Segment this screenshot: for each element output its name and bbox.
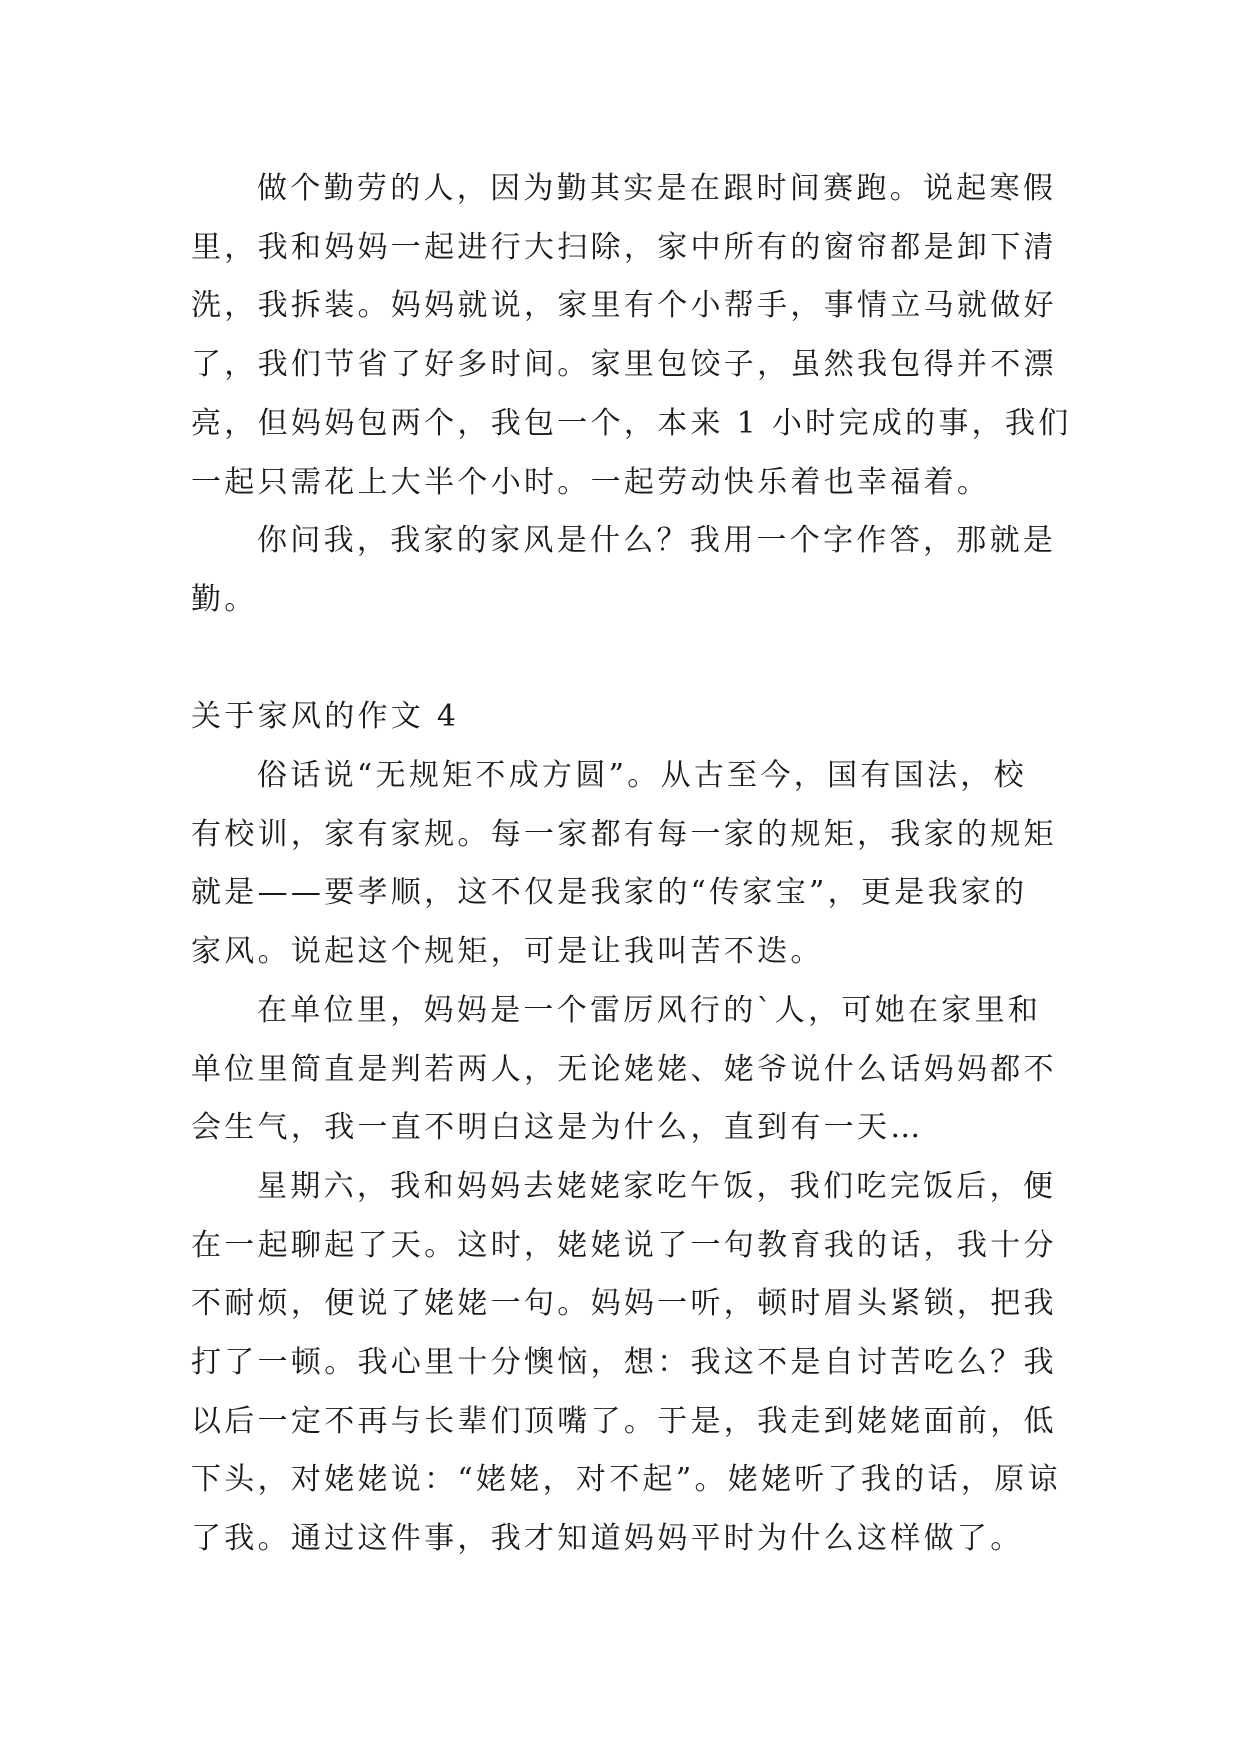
text-line: 不耐烦，便说了姥姥一句。妈妈一听，顿时眉头紧锁，把我 [191,1286,1057,1322]
text-line: 单位里简直是判若两人，无论姥姥、姥爷说什么话妈妈都不 [191,1051,1057,1087]
text-line: 在单位里，妈妈是一个雷厉风行的`人，可她在家里和 [257,992,1042,1028]
text-line: 了，我们节省了好多时间。家里包饺子，虽然我包得并不漂 [191,347,1057,383]
paragraph [191,512,1057,629]
section-heading: 关于家风的作文 4 [191,699,460,735]
text-line: 有校训，家有家规。每一家都有每一家的规矩，我家的规矩 [191,816,1057,852]
text-line: 就是——要孝顺，这不仅是我家的“传家宝”，更是我家的 [191,875,1028,911]
text-line: 俗话说“无规矩不成方圆”。从古至今，国有国法，校 [257,758,1027,794]
text-line: 做个勤劳的人，因为勤其实是在跟时间赛跑。说起寒假 [257,171,1057,206]
text-line: 会生气，我一直不明白这是为什么，直到有一天… [191,1110,924,1146]
paragraph [191,982,1057,1158]
paragraph [191,160,1072,512]
text-line: 以后一定不再与长辈们顶嘴了。于是，我走到姥姥面前，低 [191,1403,1057,1439]
text-line: 勤。 [191,581,258,617]
text-line: 洗，我拆装。妈妈就说，家里有个小帮手，事情立马就做好 [191,288,1057,324]
document-body [191,160,1072,1569]
paragraph [191,747,1057,982]
text-line: 在一起聊起了天。这时，姥姥说了一句教育我的话，我十分 [191,1227,1057,1263]
text-line: 家风。说起这个规矩，可是让我叫苦不迭。 [191,934,824,970]
text-line: 一起只需花上大半个小时。一起劳动快乐着也幸福着。 [191,464,991,500]
text-line: 下头，对姥姥说：“姥姥，对不起”。姥姥听了我的话，原谅 [191,1462,1061,1498]
text-line: 星期六，我和妈妈去姥姥家吃午饭，我们吃完饭后，便 [257,1168,1057,1204]
text-line: 里，我和妈妈一起进行大扫除，家中所有的窗帘都是卸下清 [191,229,1057,265]
paragraph [191,1158,1061,1569]
text-line: 了我。通过这件事，我才知道妈妈平时为什么这样做了。 [191,1521,1024,1557]
text-line: 亮，但妈妈包两个，我包一个，本来 1 小时完成的事，我们 [191,405,1072,441]
text-line: 你问我，我家的家风是什么？我用一个字作答，那就是 [257,523,1057,559]
paragraph-gap [191,630,1053,689]
text-line: 打了一顿。我心里十分懊恼，想：我这不是自讨苦吃么？我 [191,1345,1057,1381]
